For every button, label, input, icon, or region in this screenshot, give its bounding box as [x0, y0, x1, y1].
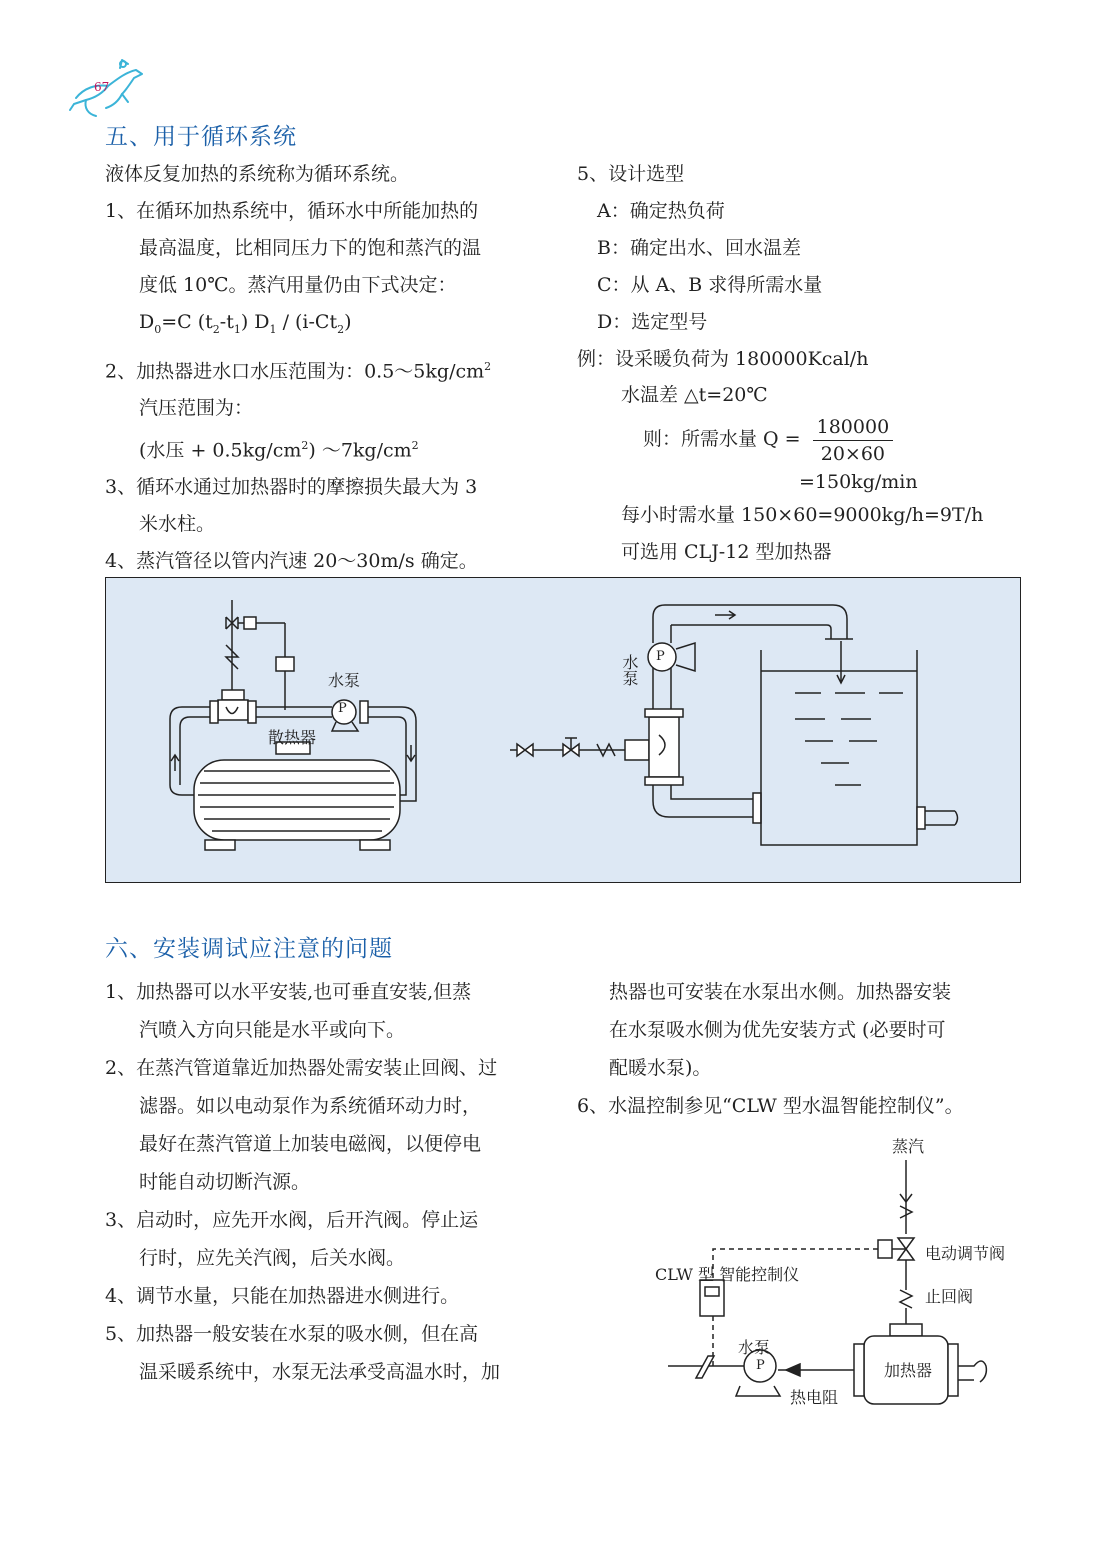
s6-item-1-line-1: 1、加热器可以水平安装,也可垂直安装,但蒸: [105, 981, 472, 1003]
section-5-title: 五、用于循环系统: [105, 124, 297, 150]
item-2-line-3: (水压 + $0.5kg/cm^2$) $\sim 7kg/cm^2$: [139, 439, 419, 462]
item-4: 4、蒸汽管径以管内汽速 20～30m/s 确定。: [105, 550, 478, 573]
steam-formula: $D_0=C$ $(t_2-t_1)$ $D_1 / (i-Ct_2)$: [139, 311, 352, 336]
s6-item-5-line-3: 热器也可安装在水泵出水侧。加热器安装: [609, 981, 952, 1003]
motorized-valve-label: 电动调节阀: [925, 1244, 1006, 1263]
item-1-line-2: 最高温度，比相同压力下的饱和蒸汽的温: [139, 237, 482, 259]
heater-label: 加热器: [884, 1361, 933, 1380]
s6-item-5-line-1: 5、加热器一般安装在水泵的吸水侧，但在高: [105, 1323, 479, 1345]
controller-label: CLW 型 智能控制仪: [655, 1265, 800, 1284]
design-c: C：从 A、B 求得所需水量: [597, 274, 823, 296]
example-line-1: 例：设采暖负荷为 180000Kcal/h: [577, 348, 869, 370]
pump-label: 水泵: [738, 1338, 771, 1357]
item-3-line-1: 3、循环水通过加热器时的摩擦损失最大为 3: [105, 476, 478, 499]
section-6-left-column: [105, 973, 565, 1391]
item-1-line-3: 度低 10℃。蒸汽用量仍由下式决定：: [139, 274, 457, 296]
section-5-intro: 液体反复加热的系统称为循环系统。: [105, 163, 410, 185]
s6-item-5-line-5: 配暖水泵)。: [609, 1057, 712, 1079]
example-line-6: 可选用 CLJ-12 型加热器: [621, 540, 832, 563]
radiator-label: 散热器: [268, 728, 317, 747]
s6-item-2-line-4: 时能自动切断汽源。: [139, 1171, 311, 1193]
tank-pump-symbol: P: [656, 649, 665, 664]
example-line-2: 水温差 △t=20℃: [621, 384, 768, 406]
design-d: D：选定型号: [597, 311, 708, 333]
item-2-line-1: 2、加热器进水口水压范围为：$0.5\sim 5kg/cm^2$: [105, 359, 492, 383]
section-5-right-column: [577, 156, 1047, 571]
section-6-right-column: [577, 973, 1047, 1125]
section-5-left-column: [105, 156, 565, 580]
tank-pump-label: 水泵: [620, 654, 639, 686]
resistor-label: 热电阻: [790, 1388, 839, 1407]
steam-label: 蒸汽: [892, 1137, 925, 1156]
s6-item-3-line-1: 3、启动时，应先开水阀，后开汽阀。停止运: [105, 1209, 479, 1231]
pump-symbol: P: [756, 1358, 765, 1373]
radiator-pump-symbol: P: [338, 701, 347, 716]
s6-item-5-line-2: 温采暖系统中，水泵无法承受高温水时，加: [139, 1361, 501, 1383]
example-line-5: 每小时需水量 150×60=9000kg/h=9T/h: [621, 503, 984, 526]
page-number: 67: [94, 80, 110, 94]
check-valve-label: 止回阀: [925, 1287, 974, 1306]
example-line-4: =150kg/min: [799, 470, 918, 493]
water-flow-fraction: $\frac{180000}{20\times 60}$: [813, 414, 894, 467]
s6-item-2-line-2: 滤器。如以电动泵作为系统循环动力时，: [139, 1095, 482, 1117]
s6-item-5-line-4: 在水泵吸水侧为优先安装方式 (必要时可: [609, 1019, 946, 1041]
s6-item-2-line-3: 最好在蒸汽管道上加装电磁阀，以便停电: [139, 1133, 482, 1155]
s6-item-2-line-1: 2、在蒸汽管道靠近加热器处需安装止回阀、过: [105, 1057, 498, 1079]
s6-item-3-line-2: 行时，应先关汽阀，后关水阀。: [139, 1247, 406, 1269]
item-3-line-2: 米水柱。: [139, 513, 216, 536]
item-2-line-2: 汽压范围为：: [139, 397, 254, 420]
example-line-3: 则：所需水量 Q = $\frac{180000}{20\times 60}$: [577, 412, 1047, 467]
s6-item-1-line-2: 汽喷入方向只能是水平或向下。: [139, 1019, 406, 1041]
tank-circulation-diagram: [505, 595, 975, 860]
item-1-line-1: 1、在循环加热系统中，循环水中所能加热的: [105, 200, 479, 222]
s6-item-4: 4、调节水量，只能在加热器进水侧进行。: [105, 1285, 460, 1307]
radiator-pump-label: 水泵: [328, 671, 361, 690]
design-title: 5、设计选型: [577, 163, 685, 185]
s6-item-6: 6、水温控制参见“CLW 型水温智能控制仪”。: [577, 1095, 964, 1117]
design-b: B：确定出水、回水温差: [597, 237, 801, 259]
design-a: A：确定热负荷: [597, 200, 725, 222]
section-6-title: 六、安装调试应注意的问题: [105, 936, 393, 962]
